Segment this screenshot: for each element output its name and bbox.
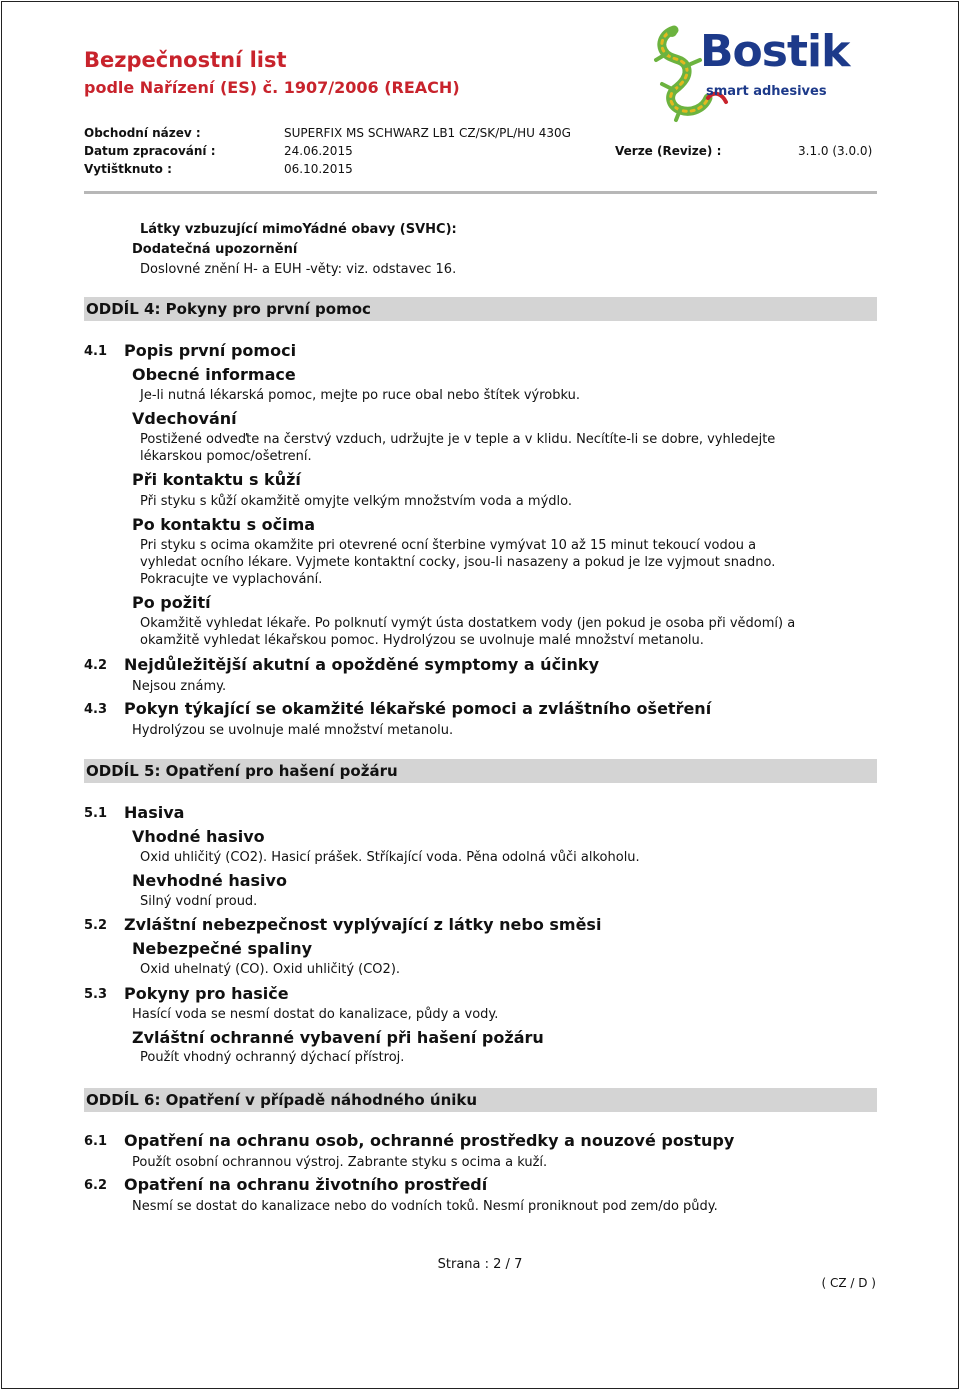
subsection-title: Pokyn týkající se okamžité lékařské pomoci a zvláštního ošetření — [124, 699, 712, 718]
trade-name-value: SUPERFIX MS SCHWARZ LB1 CZ/SK/PL/HU 430G — [284, 126, 571, 140]
section-6-header: ODDÍL 6: Opatření v případě náhodného úniku — [84, 1088, 877, 1112]
subsection-title: Opatření na ochranu osob, ochranné prostředky a nouzové postupy — [124, 1131, 735, 1150]
printed-label: Vytištknuto : — [84, 162, 172, 176]
subsection-number: 5.2 — [84, 918, 108, 933]
additional-notes-text: Doslovné znění H- a EUH -věty: viz. odstavec 16. — [140, 262, 457, 277]
subsection-number: 5.3 — [84, 987, 108, 1002]
subheading-general: Obecné informace — [132, 365, 296, 384]
subsection-title: Nejdůležitější akutní a opožděné symptomy a účinky — [124, 655, 599, 674]
paragraph-line: vyhledat ocního lékare. Vyjmete kontaktní cocky, jsou-li nasazeny a pokud je lze vyjmout snadno. — [140, 555, 776, 570]
paragraph: Hasící voda se nesmí dostat do kanalizace, půdy a vody. — [132, 1007, 499, 1022]
paragraph: Silný vodní proud. — [140, 894, 258, 909]
paragraph: Při styku s kůží okamžitě omyjte velkým množstvím voda a mýdlo. — [140, 494, 572, 509]
paragraph: Oxid uhličitý (CO2). Hasicí prášek. Stříkající voda. Pěna odolná vůči alkoholu. — [140, 850, 640, 865]
paragraph: Nejsou známy. — [132, 679, 227, 694]
subheading-ingestion: Po požití — [132, 593, 211, 612]
subsection-title: Pokyny pro hasiče — [124, 984, 289, 1003]
subsection-title: Hasiva — [124, 803, 185, 822]
subsection-number: 6.1 — [84, 1134, 108, 1149]
subsection-title: Opatření na ochranu životního prostředí — [124, 1175, 488, 1194]
date-value: 24.06.2015 — [284, 144, 353, 158]
version-label: Verze (Revize) : — [615, 144, 722, 158]
paragraph-line: lékarskou pomoc/ošetrení. — [140, 449, 312, 464]
logo-wordmark: Bostik — [700, 26, 850, 77]
paragraph-line: Okamžitě vyhledat lékaře. Po polknutí vymýt ústa dostatkem vody (jen pokud je osoba při vědomí) a — [140, 616, 796, 631]
paragraph: Oxid uhelnatý (CO). Oxid uhličitý (CO2). — [140, 962, 401, 977]
page-number: Strana : 2 / 7 — [437, 1257, 523, 1272]
paragraph-line: Pokracujte ve vyplachování. — [140, 572, 323, 587]
subheading-eyes: Po kontaktu s očima — [132, 515, 316, 534]
subheading-skin: Při kontaktu s kůží — [132, 470, 301, 489]
date-label: Datum zpracování : — [84, 144, 216, 158]
paragraph: Použít vhodný ochranný dýchací přístroj. — [140, 1050, 405, 1065]
paragraph-line: okamžitě vyhledat lékařskou pomoc. Hydrolýzou se uvolnuje malé množství metanolu. — [140, 633, 704, 648]
version-value: 3.1.0 (3.0.0) — [798, 144, 873, 158]
paragraph: Použít osobní ochrannou výstroj. Zabrante styku s ocima a kuží. — [132, 1155, 548, 1170]
paragraph: Je-li nutná lékarská pomoc, mejte po ruce obal nebo štítek výrobku. — [140, 388, 581, 403]
section-5-header: ODDÍL 5: Opatření pro hašení požáru — [84, 759, 877, 783]
logo-tagline: smart adhesives — [706, 84, 827, 99]
document-subtitle: podle Nařízení (ES) č. 1907/2006 (REACH) — [84, 78, 460, 97]
paragraph-line: Postižené odveďte na čerstvý vzduch, udržujte je v teple a v klidu. Necítíte-li se dobre, vyhledejte — [140, 432, 776, 447]
brand-logo — [652, 24, 882, 124]
subsection-number: 6.2 — [84, 1178, 108, 1193]
subsection-title: Popis první pomoci — [124, 341, 297, 360]
header-divider — [84, 191, 877, 194]
subsection-number: 4.3 — [84, 702, 108, 717]
subsection-number: 5.1 — [84, 806, 108, 821]
country-code: ( CZ / D ) — [821, 1276, 876, 1290]
subheading-suitable: Vhodné hasivo — [132, 827, 265, 846]
paragraph-line: Pri styku s ocima okamžite pri otevrené ocní šterbine vymývat 10 až 15 minut tekoucí vodou a — [140, 538, 757, 553]
subsection-title: Zvláštní nebezpečnost vyplývající z látky nebo směsi — [124, 915, 602, 934]
subsection-number: 4.1 — [84, 344, 108, 359]
svhc-heading: Látky vzbuzující mimoYádné obavy (SVHC): — [140, 222, 457, 237]
subsection-number: 4.2 — [84, 658, 108, 673]
trade-name-label: Obchodní název : — [84, 126, 201, 140]
paragraph: Hydrolýzou se uvolnuje malé množství metanolu. — [132, 723, 454, 738]
subheading-inhalation: Vdechování — [132, 409, 237, 428]
subheading-gases: Nebezpečné spaliny — [132, 939, 313, 958]
section-4-header: ODDÍL 4: Pokyny pro první pomoc — [84, 297, 877, 321]
additional-notes-heading: Dodatečná upozornění — [132, 242, 298, 257]
printed-value: 06.10.2015 — [284, 162, 353, 176]
subheading-equipment: Zvláštní ochranné vybavení při hašení požáru — [132, 1028, 544, 1047]
document-title: Bezpečnostní list — [84, 48, 287, 72]
subheading-unsuitable: Nevhodné hasivo — [132, 871, 287, 890]
paragraph: Nesmí se dostat do kanalizace nebo do vodních toků. Nesmí proniknout pod zem/do půdy. — [132, 1199, 718, 1214]
